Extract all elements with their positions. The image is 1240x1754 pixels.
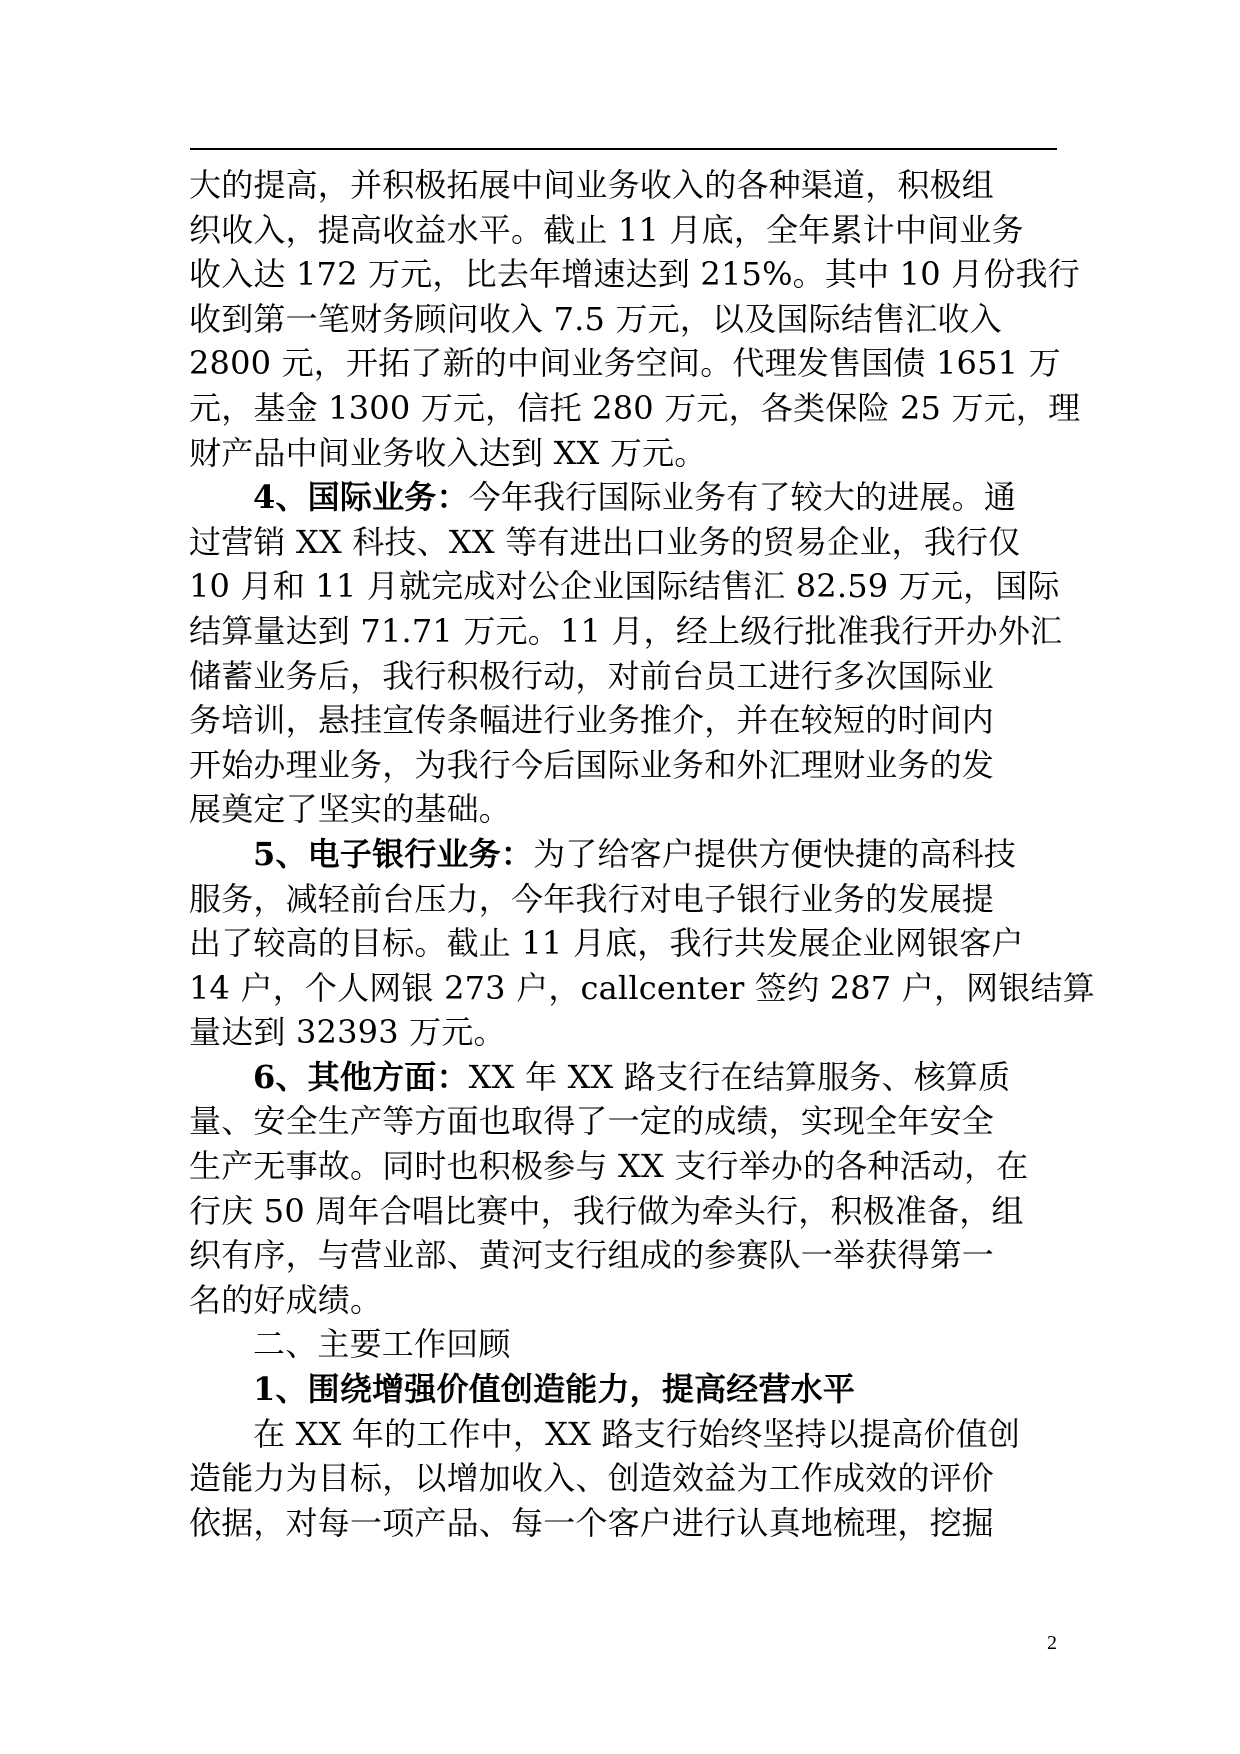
text-line	[189, 208, 1062, 253]
text-line	[189, 297, 1062, 342]
text-line	[189, 609, 1062, 654]
text-segment: 开始办理业务，为我行今后国际业务和外汇理财业务的发	[189, 745, 995, 784]
text-line	[189, 1501, 1062, 1546]
header-rule	[190, 148, 1057, 150]
text-segment: 过营销 XX 科技、XX 等有进出口业务的贸易企业，我行仅	[189, 522, 1021, 561]
text-line	[189, 1278, 1062, 1323]
text-segment: XX 年 XX 路支行在结算服务、核算质	[468, 1057, 1011, 1096]
text-segment: 依据，对每一项产品、每一个客户进行认真地梳理，挖掘	[189, 1503, 995, 1542]
text-line	[189, 921, 1062, 966]
text-segment: 为了给客户提供方便快捷的高科技	[533, 834, 1017, 873]
text-line	[189, 877, 1062, 922]
text-line	[189, 564, 1062, 609]
text-segment: 10 月和 11 月就完成对公企业国际结售汇 82.59 万元，国际	[189, 567, 1060, 606]
text-line	[189, 787, 1062, 832]
text-segment: 元，基金 1300 万元，信托 280 万元，各类保险 25 万元，理	[189, 388, 1081, 427]
text-line	[189, 1412, 1062, 1457]
text-segment: 收到第一笔财务顾问收入 7.5 万元，以及国际结售汇收入	[189, 299, 1002, 338]
text-segment: 2800 元，开拓了新的中间业务空间。代理发售国债 1651 万	[189, 344, 1061, 383]
bold-text-segment: 1、围绕增强价值创造能力，提高经营水平	[253, 1370, 856, 1409]
text-segment: 二、主要工作回顾	[253, 1325, 511, 1364]
text-line	[189, 1010, 1062, 1055]
text-line	[189, 743, 1062, 788]
text-line	[189, 1189, 1062, 1234]
text-line	[189, 252, 1080, 297]
text-line	[189, 1233, 1062, 1278]
text-line	[189, 698, 1062, 743]
text-segment: 14 户，个人网银 273 户，callcenter 签约 287 户，网银结算	[189, 968, 1095, 1007]
text-line	[189, 1367, 1062, 1412]
text-segment: 展奠定了坚实的基础。	[189, 790, 512, 829]
text-line	[189, 832, 1062, 877]
text-segment: 收入达 172 万元，比去年增速达到 215%。其中 10 月份我行	[189, 255, 1080, 294]
text-segment: 在 XX 年的工作中，XX 路支行始终坚持以提高价值创	[253, 1414, 1021, 1453]
text-segment: 生产无事故。同时也积极参与 XX 支行举办的各种活动，在	[189, 1147, 1029, 1186]
text-segment: 财产品中间业务收入达到 XX 万元。	[189, 433, 707, 472]
text-segment: 名的好成绩。	[189, 1280, 383, 1319]
text-line	[189, 654, 1062, 699]
bold-text-segment: 5、电子银行业务：	[253, 834, 534, 873]
text-segment: 造能力为目标，以增加收入、创造效益为工作成效的评价	[189, 1459, 995, 1498]
text-segment: 量、安全生产等方面也取得了一定的成绩，实现全年安全	[189, 1102, 995, 1141]
text-segment: 结算量达到 71.71 万元。11 月，经上级行批准我行开办外汇	[189, 611, 1063, 650]
text-line	[189, 520, 1062, 565]
text-segment: 务培训，悬挂宣传条幅进行业务推介，并在较短的时间内	[189, 701, 995, 740]
text-line	[189, 966, 1095, 1011]
text-segment: 量达到 32393 万元。	[189, 1013, 506, 1052]
page-number: 2	[1047, 1632, 1057, 1654]
text-line	[189, 1055, 1062, 1100]
text-segment: 织有序，与营业部、黄河支行组成的参赛队一举获得第一	[189, 1236, 995, 1275]
text-line	[189, 1099, 1062, 1144]
text-line	[189, 341, 1062, 386]
text-segment: 服务，减轻前台压力，今年我行对电子银行业务的发展提	[189, 879, 995, 918]
text-line	[189, 1456, 1062, 1501]
text-segment: 行庆 50 周年合唱比赛中，我行做为牵头行，积极准备，组	[189, 1191, 1024, 1230]
text-segment: 储蓄业务后，我行积极行动，对前台员工进行多次国际业	[189, 656, 995, 695]
text-segment: 今年我行国际业务有了较大的进展。通	[468, 478, 1017, 517]
bold-text-segment: 4、国际业务：	[253, 478, 469, 517]
text-segment: 织收入，提高收益水平。截止 11 月底，全年累计中间业务	[189, 210, 1024, 249]
text-line	[189, 475, 1062, 520]
text-line	[189, 431, 1062, 476]
text-segment: 大的提高，并积极拓展中间业务收入的各种渠道，积极组	[189, 166, 995, 204]
body-text	[189, 163, 1095, 1545]
text-line	[189, 1144, 1062, 1189]
text-line	[189, 1322, 1062, 1367]
text-line	[189, 386, 1081, 431]
text-line	[189, 163, 1062, 208]
bold-text-segment: 6、其他方面：	[253, 1057, 469, 1096]
text-segment: 出了较高的目标。截止 11 月底，我行共发展企业网银客户	[189, 924, 1024, 963]
